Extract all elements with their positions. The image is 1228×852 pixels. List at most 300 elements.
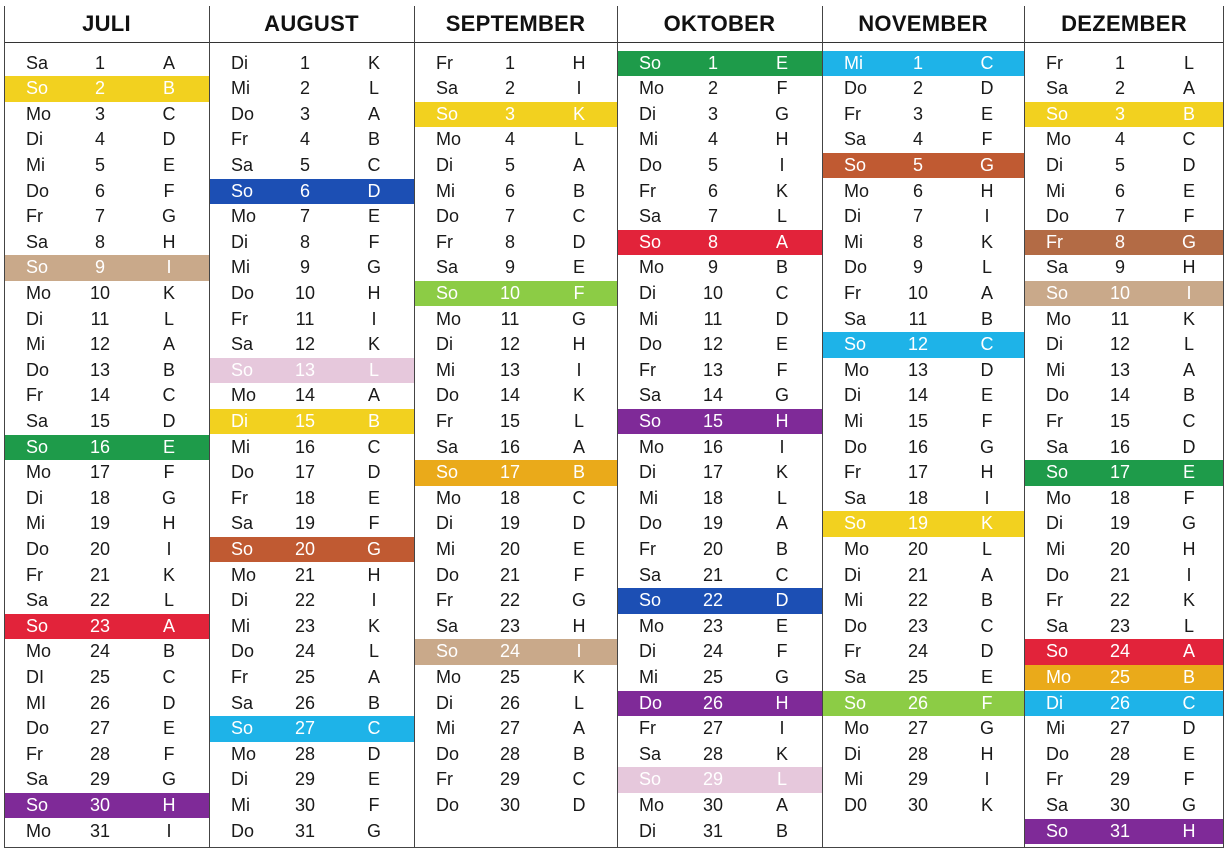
day-letter: L (368, 78, 379, 99)
day-letter: I (779, 154, 785, 175)
day-row-highlighted (1024, 102, 1224, 128)
day-row (1024, 716, 1224, 742)
weekday-label: So (1046, 103, 1069, 124)
day-number: 14 (1109, 385, 1131, 406)
weekday-label: Do (26, 538, 50, 559)
day-row-highlighted (617, 51, 822, 77)
day-letter: H (572, 334, 586, 355)
weekday-label: Fr (844, 282, 861, 303)
day-number: 14 (294, 385, 316, 406)
day-letter: H (775, 129, 789, 150)
weekday-label: So (436, 462, 459, 483)
weekday-label: Fr (436, 769, 453, 790)
weekday-label: Fr (1046, 590, 1063, 611)
day-letter: F (368, 231, 380, 252)
weekday-label: Mo (1046, 666, 1072, 687)
day-letter: H (572, 615, 586, 636)
day-row (414, 76, 617, 102)
weekday-label: Fr (26, 564, 43, 585)
day-row (617, 435, 822, 461)
day-row-highlighted (4, 255, 209, 281)
day-letter: B (367, 129, 380, 150)
day-row (414, 511, 617, 537)
weekday-label: So (26, 78, 49, 99)
day-row (414, 358, 617, 384)
day-number: 17 (702, 462, 724, 483)
weekday-label: Do (436, 564, 460, 585)
day-number: 7 (504, 206, 515, 227)
day-letter: I (1186, 282, 1192, 303)
day-number: 28 (499, 743, 521, 764)
day-letter: C (367, 436, 381, 457)
day-number: 4 (912, 129, 923, 150)
weekday-label: Do (436, 206, 460, 227)
weekday-label: Mi (844, 231, 863, 252)
day-number: 13 (702, 359, 724, 380)
day-letter: F (573, 282, 585, 303)
weekday-label: Do (436, 385, 460, 406)
day-number: 19 (907, 513, 929, 534)
weekday-label: Sa (436, 615, 459, 636)
weekday-label: MI (26, 692, 46, 713)
day-letter: G (1181, 794, 1196, 815)
day-row-highlighted (414, 639, 617, 665)
day-letter: E (980, 385, 993, 406)
day-number: 27 (294, 718, 316, 739)
day-letter: L (776, 487, 787, 508)
day-number: 19 (89, 513, 111, 534)
day-row (414, 742, 617, 768)
day-number: 5 (912, 154, 923, 175)
day-letter: C (572, 206, 586, 227)
day-letter: E (572, 257, 585, 278)
day-letter: K (980, 513, 993, 534)
weekday-label: Fr (436, 231, 453, 252)
weekday-label: Di (1046, 513, 1063, 534)
day-letter: H (572, 52, 586, 73)
day-row (414, 179, 617, 205)
day-letter: G (979, 718, 994, 739)
day-row-highlighted (822, 153, 1024, 179)
day-number: 11 (1110, 308, 1130, 329)
day-number: 12 (499, 334, 521, 355)
day-row (617, 102, 822, 128)
day-number: 16 (907, 436, 929, 457)
month-column-juli (4, 6, 209, 848)
weekday-label: So (26, 615, 49, 636)
day-letter: I (779, 718, 785, 739)
weekday-label: So (639, 231, 662, 252)
day-number: 24 (294, 641, 316, 662)
day-number: 31 (294, 820, 316, 841)
day-number: 21 (499, 564, 521, 585)
day-number: 1 (504, 52, 515, 73)
day-number: 6 (94, 180, 105, 201)
weekday-label: Sa (639, 206, 662, 227)
day-row-highlighted (1024, 691, 1224, 717)
day-letter: K (367, 334, 380, 355)
weekday-label: So (1046, 462, 1069, 483)
day-row-highlighted (209, 179, 414, 205)
weekday-label: Mo (26, 820, 52, 841)
day-number: 15 (89, 410, 111, 431)
day-row-highlighted (209, 358, 414, 384)
day-number: 8 (94, 231, 105, 252)
day-number: 19 (1109, 513, 1131, 534)
day-letter: A (980, 282, 993, 303)
weekday-label: Fr (436, 410, 453, 431)
weekday-label: Di (844, 564, 861, 585)
day-letter: C (162, 385, 176, 406)
day-number: 1 (94, 52, 105, 73)
day-row (1024, 767, 1224, 793)
day-letter: G (161, 487, 176, 508)
day-letter: H (775, 692, 789, 713)
day-letter: D (162, 692, 176, 713)
day-row (4, 153, 209, 179)
day-letter: D (367, 180, 381, 201)
day-row (4, 204, 209, 230)
day-number: 2 (504, 78, 515, 99)
weekday-label: Mi (1046, 180, 1065, 201)
day-row (209, 742, 414, 768)
day-letter: E (162, 718, 175, 739)
day-number: 11 (295, 308, 315, 329)
weekday-label: Sa (844, 666, 867, 687)
day-letter: K (775, 180, 788, 201)
day-row (1024, 537, 1224, 563)
day-number: 10 (702, 282, 724, 303)
day-number: 12 (89, 334, 111, 355)
day-number: 8 (504, 231, 515, 252)
day-row-highlighted (822, 332, 1024, 358)
day-row (4, 819, 209, 845)
day-number: 2 (1114, 78, 1125, 99)
day-number: 28 (702, 743, 724, 764)
weekday-label: Sa (1046, 794, 1069, 815)
day-row (209, 511, 414, 537)
day-letter: F (368, 513, 380, 534)
day-number: 4 (94, 129, 105, 150)
day-number: 13 (499, 359, 521, 380)
day-number: 15 (702, 410, 724, 431)
day-letter: D (367, 743, 381, 764)
day-number: 27 (907, 718, 929, 739)
day-number: 30 (907, 794, 929, 815)
header-divider (617, 42, 822, 43)
day-number: 12 (294, 334, 316, 355)
day-number: 28 (89, 743, 111, 764)
weekday-label: Sa (639, 743, 662, 764)
day-letter: B (1182, 103, 1195, 124)
weekday-label: Mo (844, 718, 870, 739)
day-row (1024, 76, 1224, 102)
day-letter: G (571, 308, 586, 329)
day-row (617, 255, 822, 281)
weekday-label: Mo (1046, 129, 1072, 150)
day-row (414, 691, 617, 717)
day-row (822, 563, 1024, 589)
day-row (414, 127, 617, 153)
weekday-label: Sa (436, 78, 459, 99)
day-row (209, 153, 414, 179)
day-number: 12 (702, 334, 724, 355)
day-row (617, 127, 822, 153)
weekday-label: Do (844, 436, 868, 457)
day-row (822, 614, 1024, 640)
weekday-label: Do (231, 820, 255, 841)
day-row (617, 153, 822, 179)
day-letter: E (367, 769, 380, 790)
day-number: 18 (499, 487, 521, 508)
weekday-label: Di (844, 385, 861, 406)
month-header: JULI (82, 11, 131, 36)
day-row (414, 383, 617, 409)
day-letter: H (980, 743, 994, 764)
day-letter: I (166, 820, 172, 841)
day-letter: L (776, 206, 787, 227)
day-row (209, 563, 414, 589)
day-letter: K (572, 666, 585, 687)
day-number: 10 (89, 282, 111, 303)
day-row (209, 332, 414, 358)
day-row (822, 230, 1024, 256)
weekday-label: So (844, 513, 867, 534)
day-row (209, 204, 414, 230)
day-number: 10 (907, 282, 929, 303)
weekday-label: Do (844, 78, 868, 99)
column-divider (1223, 6, 1224, 848)
day-number: 13 (89, 359, 111, 380)
weekday-label: Mo (231, 743, 257, 764)
day-letter: E (980, 666, 993, 687)
day-row (1024, 255, 1224, 281)
day-letter: F (163, 743, 175, 764)
day-letter: A (572, 718, 585, 739)
weekday-label: Fr (844, 641, 861, 662)
weekday-label: Do (26, 718, 50, 739)
day-number: 27 (702, 718, 724, 739)
month-column-dezember (1024, 6, 1224, 848)
weekday-label: Mi (231, 257, 250, 278)
weekday-label: Do (1046, 564, 1070, 585)
weekday-label: Fr (844, 103, 861, 124)
column-divider (1024, 6, 1025, 848)
day-number: 30 (702, 794, 724, 815)
day-number: 3 (912, 103, 923, 124)
weekday-label: Fr (26, 743, 43, 764)
weekday-label: Do (1046, 743, 1070, 764)
day-row (617, 716, 822, 742)
day-letter: A (980, 564, 993, 585)
day-number: 22 (89, 590, 111, 611)
day-row (4, 639, 209, 665)
day-number: 21 (294, 564, 316, 585)
day-letter: B (572, 180, 585, 201)
day-number: 26 (499, 692, 521, 713)
day-row (414, 614, 617, 640)
day-letter: E (367, 206, 380, 227)
day-number: 25 (499, 666, 521, 687)
day-number: 31 (702, 820, 724, 841)
weekday-label: So (231, 359, 254, 380)
day-letter: L (163, 590, 174, 611)
day-row (1024, 153, 1224, 179)
day-letter: I (576, 641, 582, 662)
day-number: 15 (907, 410, 929, 431)
day-letter: B (367, 692, 380, 713)
day-letter: E (162, 154, 175, 175)
day-number: 20 (907, 538, 929, 559)
day-number: 9 (912, 257, 923, 278)
day-row (4, 511, 209, 537)
day-number: 19 (702, 513, 724, 534)
weekday-label: Sa (231, 513, 254, 534)
day-row-highlighted (617, 588, 822, 614)
day-row-highlighted (1024, 230, 1224, 256)
weekday-label: Mo (231, 206, 257, 227)
header-divider (209, 42, 414, 43)
day-row (1024, 486, 1224, 512)
day-row (4, 127, 209, 153)
weekday-label: So (1046, 820, 1069, 841)
day-row (4, 307, 209, 333)
weekday-label: Sa (1046, 78, 1069, 99)
day-number: 29 (907, 769, 929, 790)
day-number: 21 (907, 564, 929, 585)
day-number: 2 (707, 78, 718, 99)
weekday-label: Mi (231, 615, 250, 636)
day-number: 24 (907, 641, 929, 662)
day-row-highlighted (1024, 460, 1224, 486)
weekday-label: Sa (231, 334, 254, 355)
day-number: 10 (1109, 282, 1131, 303)
weekday-label: Sa (26, 52, 49, 73)
day-row (617, 537, 822, 563)
weekday-label: Mi (26, 154, 45, 175)
day-number: 21 (702, 564, 724, 585)
day-number: 26 (294, 692, 316, 713)
weekday-label: Mo (1046, 308, 1072, 329)
day-number: 20 (1109, 538, 1131, 559)
header-divider (414, 42, 617, 43)
day-letter: D (980, 641, 994, 662)
header-divider (4, 42, 209, 43)
weekday-label: Sa (26, 769, 49, 790)
day-row (1024, 307, 1224, 333)
calendar (4, 6, 1224, 848)
day-row-highlighted (4, 614, 209, 640)
day-row (822, 255, 1024, 281)
day-letter: C (775, 564, 789, 585)
day-number: 20 (499, 538, 521, 559)
weekday-label: Sa (639, 564, 662, 585)
day-number: 7 (299, 206, 310, 227)
day-letter: D (980, 359, 994, 380)
day-letter: E (162, 436, 175, 457)
day-row (414, 716, 617, 742)
weekday-label: Sa (26, 410, 49, 431)
weekday-label: Di (1046, 334, 1063, 355)
day-row (822, 742, 1024, 768)
day-number: 3 (299, 103, 310, 124)
day-number: 6 (912, 180, 923, 201)
day-letter: D (775, 590, 789, 611)
day-number: 5 (707, 154, 718, 175)
day-row (4, 332, 209, 358)
weekday-label: Fr (231, 666, 248, 687)
weekday-label: So (639, 52, 662, 73)
day-row (4, 691, 209, 717)
weekday-label: So (231, 180, 254, 201)
day-number: 1 (1114, 52, 1125, 73)
day-number: 24 (89, 641, 111, 662)
day-row (4, 383, 209, 409)
day-row (822, 716, 1024, 742)
day-letter: E (1182, 743, 1195, 764)
day-row (822, 537, 1024, 563)
day-letter: I (371, 590, 377, 611)
weekday-label: Do (1046, 206, 1070, 227)
day-row (617, 281, 822, 307)
weekday-label: So (26, 436, 49, 457)
day-number: 31 (89, 820, 111, 841)
day-letter: F (981, 129, 993, 150)
day-letter: B (775, 820, 788, 841)
day-number: 1 (707, 52, 718, 73)
weekday-label: Fr (231, 487, 248, 508)
weekday-label: Sa (844, 129, 867, 150)
day-letter: C (980, 334, 994, 355)
month-column-august (209, 6, 414, 848)
weekday-label: Di (436, 692, 453, 713)
day-number: 7 (94, 206, 105, 227)
day-row (414, 153, 617, 179)
day-number: 4 (707, 129, 718, 150)
day-number: 11 (703, 308, 723, 329)
day-letter: A (775, 513, 788, 534)
day-row (4, 588, 209, 614)
day-number: 22 (294, 590, 316, 611)
day-letter: I (166, 257, 172, 278)
day-number: 5 (94, 154, 105, 175)
day-row (209, 255, 414, 281)
day-letter: D (980, 78, 994, 99)
day-row (617, 307, 822, 333)
day-number: 29 (89, 769, 111, 790)
weekday-label: Mo (1046, 487, 1072, 508)
day-letter: B (980, 590, 993, 611)
day-letter: G (979, 436, 994, 457)
weekday-label: So (639, 410, 662, 431)
day-row (414, 307, 617, 333)
weekday-label: Do (844, 257, 868, 278)
day-number: 12 (1109, 334, 1131, 355)
weekday-label: Do (639, 154, 663, 175)
day-letter: L (573, 692, 584, 713)
day-letter: C (572, 487, 586, 508)
day-row (1024, 204, 1224, 230)
day-number: 18 (89, 487, 111, 508)
day-row (209, 281, 414, 307)
day-number: 26 (702, 692, 724, 713)
weekday-label: Di (231, 52, 248, 73)
day-letter: A (775, 794, 788, 815)
day-letter: I (984, 487, 990, 508)
day-letter: A (1182, 78, 1195, 99)
day-row (4, 716, 209, 742)
day-letter: A (367, 666, 380, 687)
